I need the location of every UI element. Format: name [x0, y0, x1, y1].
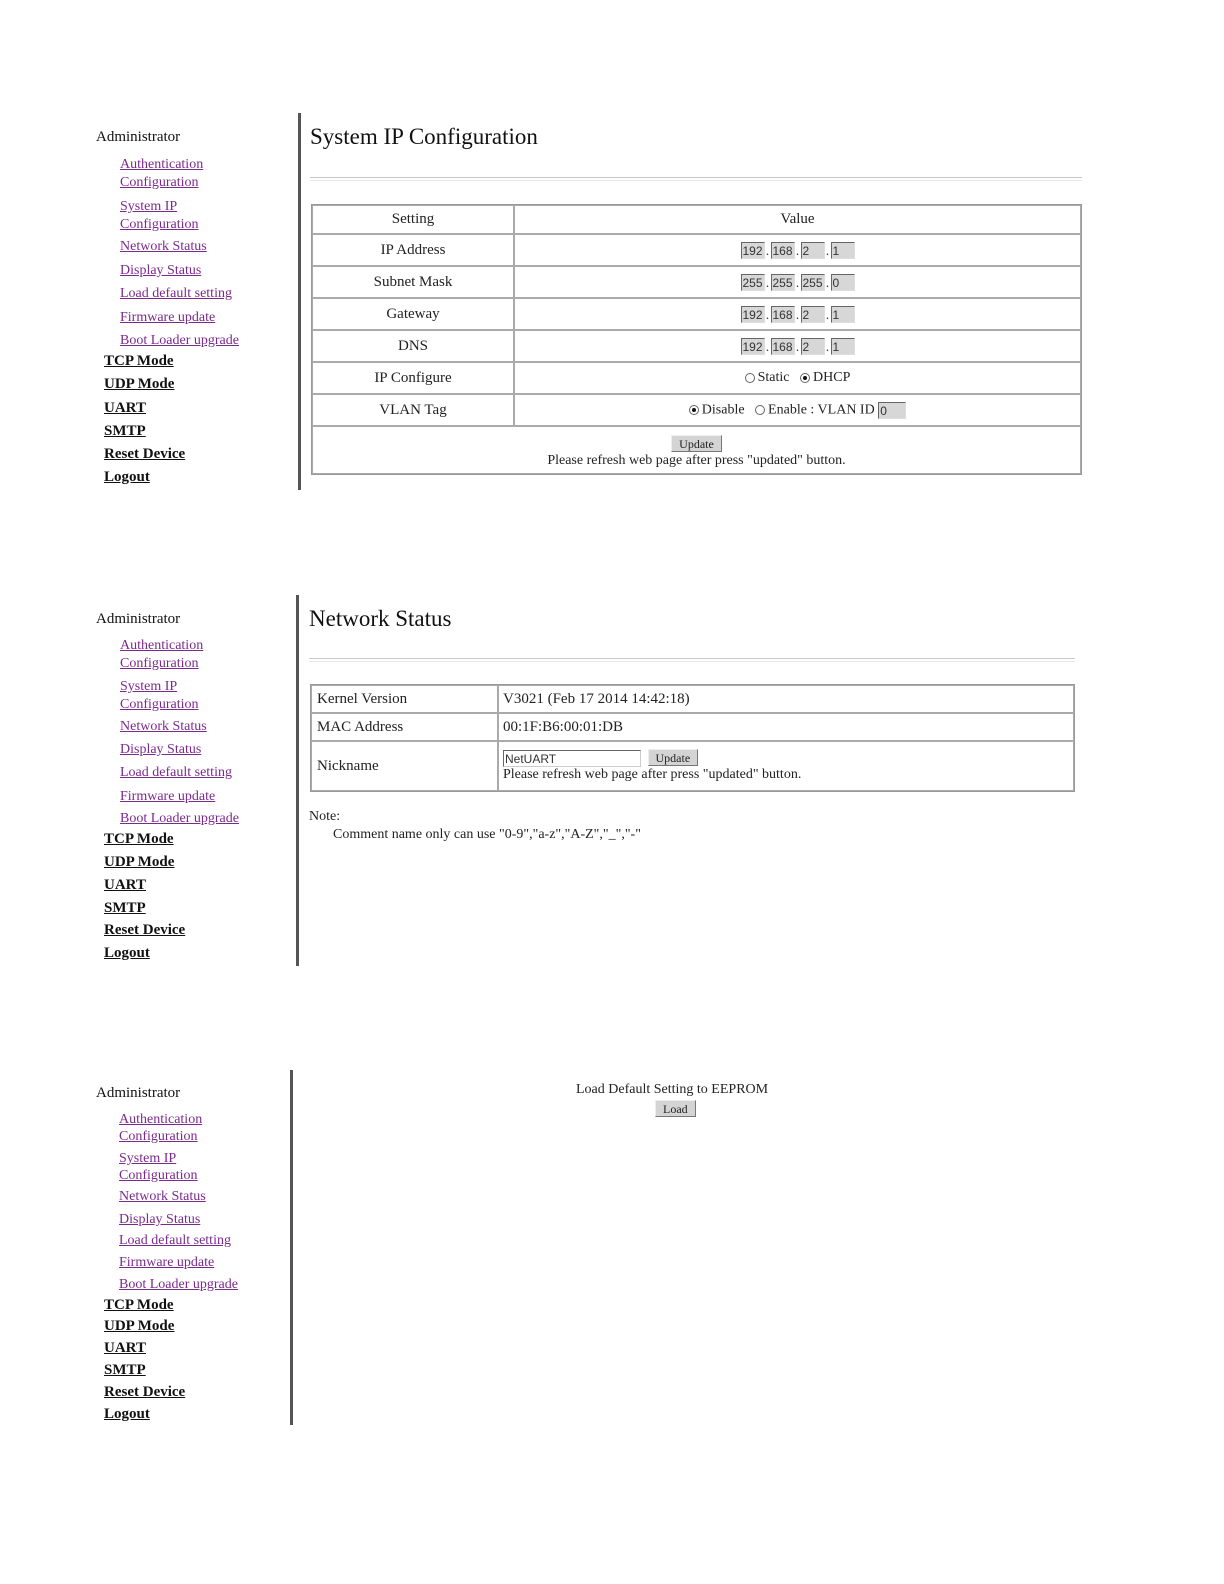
note-text: Comment name only can use "0-9","a-z","A-Z","_","-"	[333, 827, 641, 842]
sidebar-admin-heading: Administrator	[96, 611, 181, 627]
sidebar-item-reset-device[interactable]: Reset Device	[104, 922, 186, 938]
sidebar-divider	[290, 1070, 293, 1425]
sidebar-item-label: Configuration	[119, 1129, 198, 1144]
sidebar-item-uart[interactable]: UART	[104, 1340, 146, 1356]
sidebar-item-authentication-configuration[interactable]	[119, 1111, 202, 1145]
sidebar-item-load-default-setting[interactable]: Load default setting	[119, 1233, 231, 1248]
mac-address-value: 00:1F:B6:00:01:DB	[498, 713, 1074, 741]
sidebar-item-label: Authentication	[119, 1112, 203, 1127]
dhcp-label: DHCP	[813, 370, 851, 385]
update-cell	[312, 426, 1081, 474]
octet-separator: .	[765, 306, 770, 322]
kernel-version-value: V3021 (Feb 17 2014 14:42:18)	[498, 685, 1074, 713]
sidebar-item-label: Configuration	[120, 175, 199, 190]
sidebar-item-firmware-update[interactable]: Firmware update	[120, 789, 216, 804]
static-radio[interactable]	[745, 373, 755, 383]
vlan-id-input[interactable]: 0	[878, 402, 906, 419]
nickname-label: Nickname	[311, 741, 498, 791]
sidebar-item-network-status[interactable]: Network Status	[120, 239, 207, 254]
sidebar-item-tcp-mode[interactable]: TCP Mode	[104, 1297, 174, 1313]
sidebar-item-label: System IP	[120, 679, 178, 694]
sidebar-item-label: Authentication	[120, 638, 204, 653]
gateway-octet-4[interactable]: 1	[831, 306, 855, 323]
gateway-field-group	[514, 298, 1081, 330]
gateway-octet-3[interactable]: 2	[801, 306, 825, 323]
static-label: Static	[757, 370, 790, 385]
sidebar-admin-heading: Administrator	[96, 1085, 181, 1101]
sidebar-item-smtp[interactable]: SMTP	[104, 1362, 146, 1378]
dns-octet-2[interactable]: 168	[772, 339, 793, 354]
dns-octet-1[interactable]: 192	[742, 339, 763, 354]
sidebar-item-tcp-mode[interactable]: TCP Mode	[104, 831, 174, 847]
row-label-vlan-tag: VLAN Tag	[312, 394, 514, 426]
vlan-disable-label: Disable	[701, 402, 745, 418]
load-button[interactable]: Load	[655, 1100, 696, 1117]
sidebar-item-label: System IP	[119, 1151, 177, 1166]
ip-address-octet-4[interactable]: 1	[831, 242, 855, 259]
nickname-cell	[498, 741, 1074, 791]
header-setting: Setting	[312, 205, 514, 234]
octet-separator: .	[765, 274, 770, 290]
title-divider	[309, 658, 1075, 662]
octet-separator: .	[795, 274, 800, 290]
octet-separator: .	[795, 306, 800, 322]
kernel-version-label: Kernel Version	[311, 685, 498, 713]
load-default-text: Load Default Setting to EEPROM	[576, 1082, 769, 1097]
octet-separator: .	[795, 242, 800, 258]
sidebar-item-label: Configuration	[119, 1168, 198, 1183]
sidebar-item-logout[interactable]: Logout	[104, 469, 150, 485]
sidebar-item-uart[interactable]: UART	[104, 400, 146, 416]
refresh-note: Please refresh web page after press "updated" button.	[547, 452, 846, 468]
sidebar-item-label: Configuration	[120, 697, 199, 712]
sidebar-item-system-ip-configuration[interactable]	[120, 198, 199, 234]
vlan-enable-label: Enable : VLAN ID	[768, 402, 875, 418]
sidebar-item-load-default-setting[interactable]: Load default setting	[120, 765, 232, 780]
subnet-mask-octet-4[interactable]: 0	[831, 274, 855, 291]
nickname-input[interactable]: NetUART	[503, 750, 641, 767]
subnet-mask-octet-1[interactable]: 255	[742, 275, 763, 290]
gateway-octet-1[interactable]: 192	[742, 307, 763, 322]
octet-separator: .	[765, 338, 770, 354]
subnet-mask-octet-3[interactable]: 255	[802, 275, 823, 290]
sidebar-item-display-status[interactable]: Display Status	[119, 1212, 201, 1227]
note-title: Note:	[309, 809, 341, 824]
sidebar-item-system-ip-configuration[interactable]	[120, 678, 199, 714]
sidebar-item-firmware-update[interactable]: Firmware update	[119, 1255, 215, 1270]
row-label-subnet-mask: Subnet Mask	[312, 266, 514, 298]
octet-separator: .	[825, 306, 830, 322]
octet-separator: .	[825, 338, 830, 354]
subnet-mask-field-group	[514, 266, 1081, 298]
row-label-dns: DNS	[312, 330, 514, 362]
sidebar-item-display-status[interactable]: Display Status	[120, 263, 202, 278]
refresh-note: Please refresh web page after press "updated" button.	[503, 767, 802, 783]
sidebar-item-udp-mode[interactable]: UDP Mode	[104, 376, 175, 392]
vlan-tag-options	[514, 394, 1081, 426]
header-value: Value	[514, 205, 1081, 234]
row-label-ip-address: IP Address	[312, 234, 514, 266]
octet-separator: .	[825, 242, 830, 258]
sidebar-item-reset-device[interactable]: Reset Device	[104, 446, 186, 462]
sidebar-item-display-status[interactable]: Display Status	[120, 742, 202, 757]
sidebar-item-system-ip-configuration[interactable]	[119, 1150, 198, 1184]
ip-config-table	[311, 204, 1082, 475]
sidebar-divider	[296, 595, 299, 966]
nickname-update-button[interactable]: Update	[648, 749, 699, 766]
ip-configure-options	[514, 362, 1081, 394]
ip-address-octet-1[interactable]: 192	[742, 243, 763, 258]
sidebar-item-boot-loader-upgrade[interactable]: Boot Loader upgrade	[120, 333, 239, 348]
sidebar-item-tcp-mode[interactable]: TCP Mode	[104, 353, 174, 369]
octet-separator: .	[825, 274, 830, 290]
octet-separator: .	[765, 242, 770, 258]
sidebar-item-network-status[interactable]: Network Status	[119, 1189, 206, 1204]
sidebar-item-uart[interactable]: UART	[104, 877, 146, 893]
sidebar-item-reset-device[interactable]: Reset Device	[104, 1384, 186, 1400]
sidebar-admin-heading: Administrator	[96, 129, 181, 145]
ip-address-field-group	[514, 234, 1081, 266]
row-label-ip-configure: IP Configure	[312, 362, 514, 394]
network-status-table	[310, 684, 1075, 792]
sidebar-item-logout[interactable]: Logout	[104, 945, 150, 961]
sidebar-item-smtp[interactable]: SMTP	[104, 423, 146, 439]
dns-field-group	[514, 330, 1081, 362]
vlan-disable-radio[interactable]	[689, 405, 699, 415]
vlan-enable-radio[interactable]	[755, 405, 765, 415]
ip-address-octet-3[interactable]: 2	[801, 242, 825, 259]
page-title-network-status: Network Status	[309, 606, 452, 631]
dns-octet-4[interactable]: 1	[831, 338, 855, 355]
sidebar-item-boot-loader-upgrade[interactable]: Boot Loader upgrade	[119, 1277, 238, 1292]
sidebar-item-authentication-configuration[interactable]	[120, 637, 203, 673]
update-button[interactable]: Update	[671, 435, 722, 452]
sidebar-item-load-default-setting[interactable]: Load default setting	[120, 286, 232, 301]
title-divider	[310, 177, 1082, 181]
sidebar-item-label: System IP	[120, 199, 178, 214]
sidebar-item-smtp[interactable]: SMTP	[104, 900, 146, 916]
mac-address-label: MAC Address	[311, 713, 498, 741]
sidebar-item-network-status[interactable]: Network Status	[120, 719, 207, 734]
dns-octet-3[interactable]: 2	[801, 338, 825, 355]
octet-separator: .	[795, 338, 800, 354]
dhcp-radio[interactable]	[800, 373, 810, 383]
load-button-wrap	[655, 1100, 696, 1118]
sidebar-divider	[298, 113, 301, 490]
page-title-system-ip-configuration: System IP Configuration	[310, 124, 538, 149]
ip-address-octet-2[interactable]: 168	[772, 243, 793, 258]
sidebar-item-boot-loader-upgrade[interactable]: Boot Loader upgrade	[120, 811, 239, 826]
sidebar-item-authentication-configuration[interactable]	[120, 156, 203, 192]
gateway-octet-2[interactable]: 168	[772, 307, 793, 322]
sidebar-item-logout[interactable]: Logout	[104, 1406, 150, 1422]
sidebar-item-label: Authentication	[120, 157, 204, 172]
sidebar-item-udp-mode[interactable]: UDP Mode	[104, 1318, 175, 1334]
sidebar-item-firmware-update[interactable]: Firmware update	[120, 310, 216, 325]
sidebar-item-label: Configuration	[120, 656, 199, 671]
sidebar-item-udp-mode[interactable]: UDP Mode	[104, 854, 175, 870]
sidebar-item-label: Configuration	[120, 217, 199, 232]
subnet-mask-octet-2[interactable]: 255	[772, 275, 793, 290]
row-label-gateway: Gateway	[312, 298, 514, 330]
